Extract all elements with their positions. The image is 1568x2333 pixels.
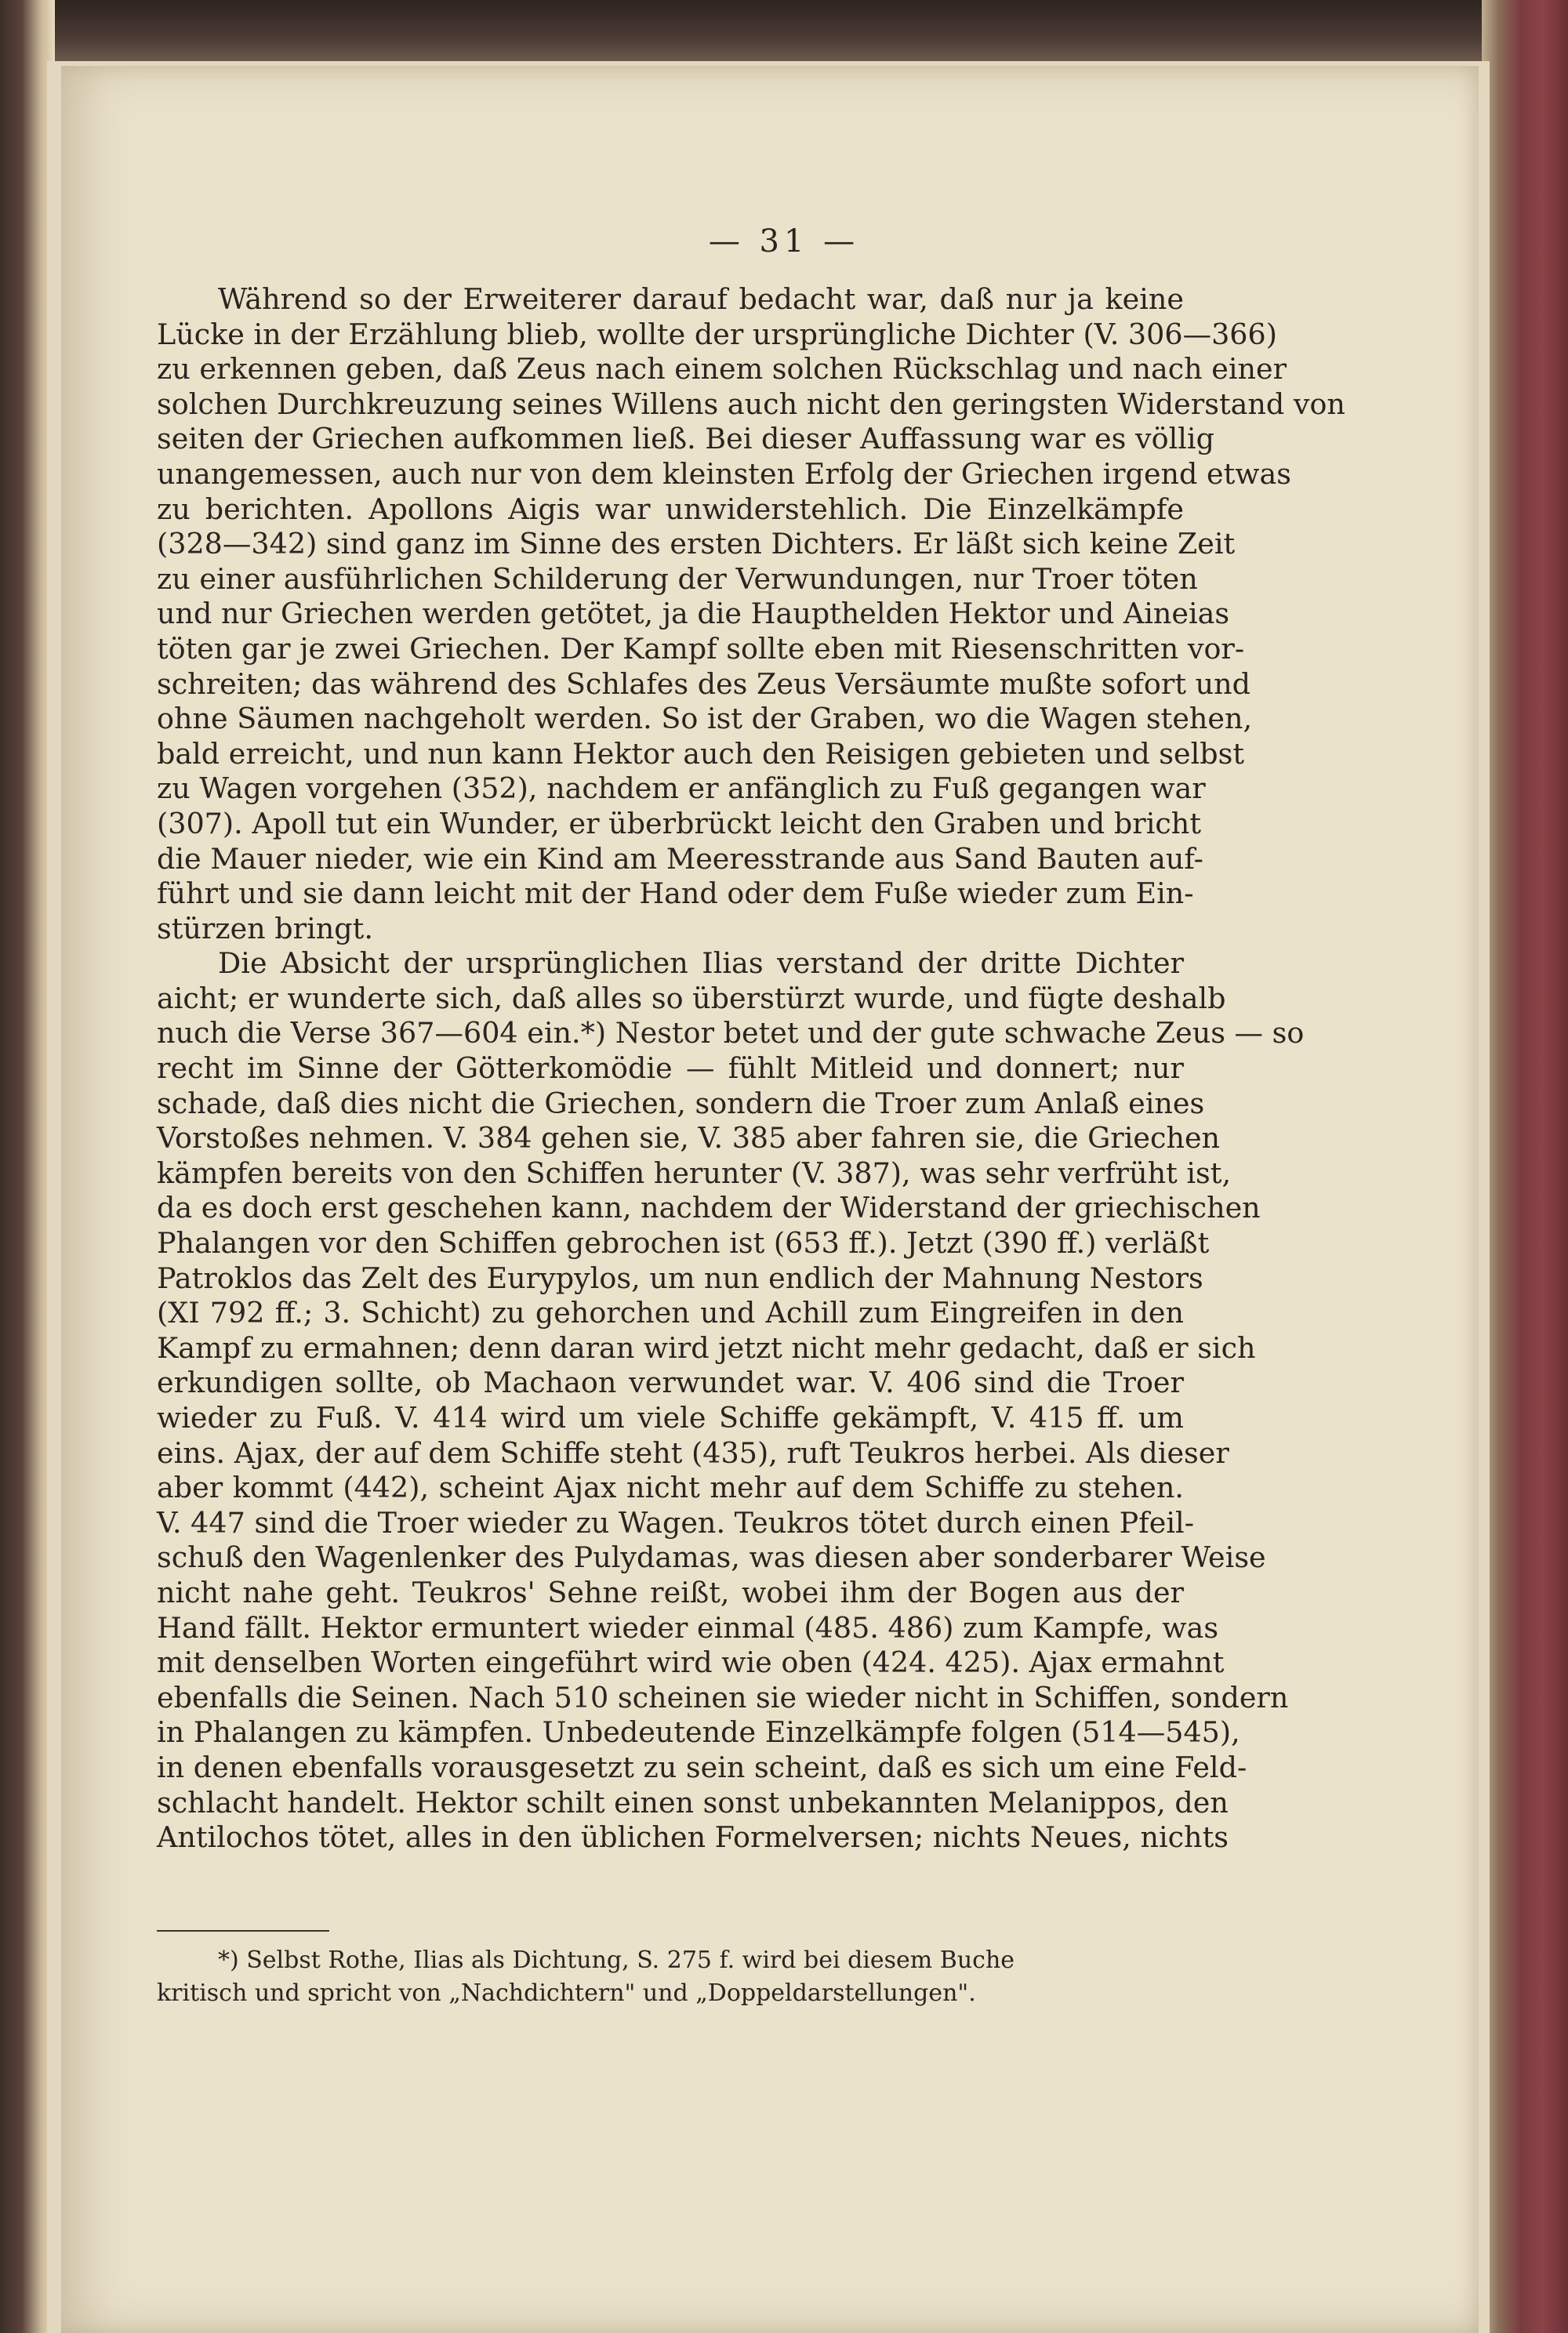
footnote-rule bbox=[157, 1930, 329, 1932]
text-line: schuß den Wagenlenker des Pulydamas, was diesen aber sonderbarer Weise bbox=[157, 1540, 1266, 1575]
page-number: — 31 — bbox=[708, 223, 860, 259]
footnote-line: *) Selbst Rothe, Ilias als Dichtung, S. 275 f. wird bei diesem Buche bbox=[218, 1947, 1015, 1974]
text-line: da es doch erst geschehen kann, nachdem der Widerstand der griechischen bbox=[157, 1191, 1261, 1225]
text-line: und nur Griechen werden getötet, ja die Haupthelden Hektor und Aineias bbox=[157, 597, 1230, 631]
text-line: in Phalangen zu kämpfen. Unbedeutende Einzelkämpfe folgen (514—545), bbox=[157, 1715, 1240, 1750]
text-line: führt und sie dann leicht mit der Hand oder dem Fuße wieder zum Ein- bbox=[157, 876, 1194, 911]
text-line: recht im Sinne der Götterkomödie — fühlt Mitleid und donnert; nur bbox=[157, 1051, 1184, 1086]
text-line: V. 447 sind die Troer wieder zu Wagen. Teukros tötet durch einen Pfeil- bbox=[157, 1505, 1195, 1540]
footnote-line: kritisch und spricht von „Nachdichtern" und „Doppeldarstellungen". bbox=[157, 1979, 976, 2007]
text-line: aber kommt (442), scheint Ajax nicht mehr auf dem Schiffe zu stehen. bbox=[157, 1471, 1184, 1505]
text-line: erkundigen sollte, ob Machaon verwundet war. V. 406 sind die Troer bbox=[157, 1366, 1184, 1400]
text-line: (307). Apoll tut ein Wunder, er überbrückt leicht den Graben und bricht bbox=[157, 806, 1201, 840]
text-line: zu einer ausführlichen Schilderung der Verwundungen, nur Troer töten bbox=[157, 561, 1198, 596]
book-cover-top bbox=[0, 0, 1568, 63]
text-line: zu berichten. Apollons Aigis war unwiderstehlich. Die Einzelkämpfe bbox=[157, 492, 1184, 526]
text-line: Kampf zu ermahnen; denn daran wird jetzt nicht mehr gedacht, daß er sich bbox=[157, 1330, 1256, 1365]
text-line: seiten der Griechen aufkommen ließ. Bei dieser Auffassung war es völlig bbox=[157, 422, 1214, 456]
text-line: unangemessen, auch nur von dem kleinsten Erfolg der Griechen irgend etwas bbox=[157, 456, 1292, 491]
text-line: Patroklos das Zelt des Eurypylos, um nun endlich der Mahnung Nestors bbox=[157, 1261, 1203, 1295]
text-line: (XI 792 ff.; 3. Schicht) zu gehorchen und Achill zum Eingreifen in den bbox=[157, 1296, 1184, 1330]
text-line: zu erkennen geben, daß Zeus nach einem solchen Rückschlag und nach einer bbox=[157, 352, 1287, 386]
text-line: Antilochos tötet, alles in den üblichen Formelversen; nichts Neues, nichts bbox=[157, 1820, 1229, 1855]
body-text bbox=[157, 282, 1345, 1856]
text-line: stürzen bringt. bbox=[157, 911, 373, 945]
text-line: schade, daß dies nicht die Griechen, sondern die Troer zum Anlaß eines bbox=[157, 1086, 1205, 1120]
footnotes bbox=[157, 1944, 1184, 2010]
text-line: kämpfen bereits von den Schiffen herunter (V. 387), was sehr verfrüht ist, bbox=[157, 1156, 1232, 1190]
text-line: mit denselben Worten eingeführt wird wie oben (424. 425). Ajax ermahnt bbox=[157, 1645, 1225, 1680]
text-line: Die Absicht der ursprünglichen Ilias verstand der dritte Dichter bbox=[218, 946, 1184, 981]
text-line: ohne Säumen nachgeholt werden. So ist der Graben, wo die Wagen stehen, bbox=[157, 702, 1253, 736]
text-line: nicht nahe geht. Teukros' Sehne reißt, wobei ihm der Bogen aus der bbox=[157, 1575, 1184, 1609]
text-line: Hand fällt. Hektor ermuntert wieder einmal (485. 486) zum Kampfe, was bbox=[157, 1610, 1219, 1645]
text-line: wieder zu Fuß. V. 414 wird um viele Schiffe gekämpft, V. 415 ff. um bbox=[157, 1401, 1184, 1435]
text-line: aicht; er wunderte sich, daß alles so überstürzt wurde, und fügte deshalb bbox=[157, 981, 1226, 1015]
text-line: Vorstoßes nehmen. V. 384 gehen sie, V. 385 aber fahren sie, die Griechen bbox=[157, 1121, 1221, 1156]
text-line: töten gar je zwei Griechen. Der Kampf sollte eben mit Riesenschritten vor- bbox=[157, 631, 1245, 666]
text-line: zu Wagen vorgehen (352), nachdem er anfänglich zu Fuß gegangen war bbox=[157, 771, 1206, 806]
text-line: eins. Ajax, der auf dem Schiffe steht (435), ruft Teukros herbei. Als dieser bbox=[157, 1435, 1229, 1470]
text-line: (328—342) sind ganz im Sinne des ersten Dichters. Er läßt sich keine Zeit bbox=[157, 527, 1236, 561]
text-line: Phalangen vor den Schiffen gebrochen ist (653 ff.). Jetzt (390 ff.) verläßt bbox=[157, 1226, 1210, 1261]
text-line: Lücke in der Erzählung blieb, wollte der ursprüngliche Dichter (V. 306—366) bbox=[157, 317, 1277, 351]
text-line: bald erreicht, und nun kann Hektor auch den Reisigen gebieten und selbst bbox=[157, 736, 1245, 771]
text-line: ebenfalls die Seinen. Nach 510 scheinen sie wieder nicht in Schiffen, sondern bbox=[157, 1680, 1289, 1714]
text-line: schlacht handelt. Hektor schilt einen sonst unbekannten Melanippos, den bbox=[157, 1785, 1229, 1820]
text-line: solchen Durchkreuzung seines Willens auch nicht den geringsten Widerstand von bbox=[157, 386, 1345, 421]
text-line: Während so der Erweiterer darauf bedacht war, daß nur ja keine bbox=[218, 282, 1184, 316]
text-line: die Mauer nieder, wie ein Kind am Meeresstrande aus Sand Bauten auf- bbox=[157, 841, 1203, 876]
text-line: schreiten; das während des Schlafes des Zeus Versäumte mußte sofort und bbox=[157, 666, 1251, 701]
text-line: nuch die Verse 367—604 ein.*) Nestor betet und der gute schwache Zeus — so bbox=[157, 1016, 1305, 1050]
book-cover-right bbox=[1482, 0, 1568, 2333]
text-line: in denen ebenfalls vorausgesetzt zu sein scheint, daß es sich um eine Feld- bbox=[157, 1750, 1247, 1784]
